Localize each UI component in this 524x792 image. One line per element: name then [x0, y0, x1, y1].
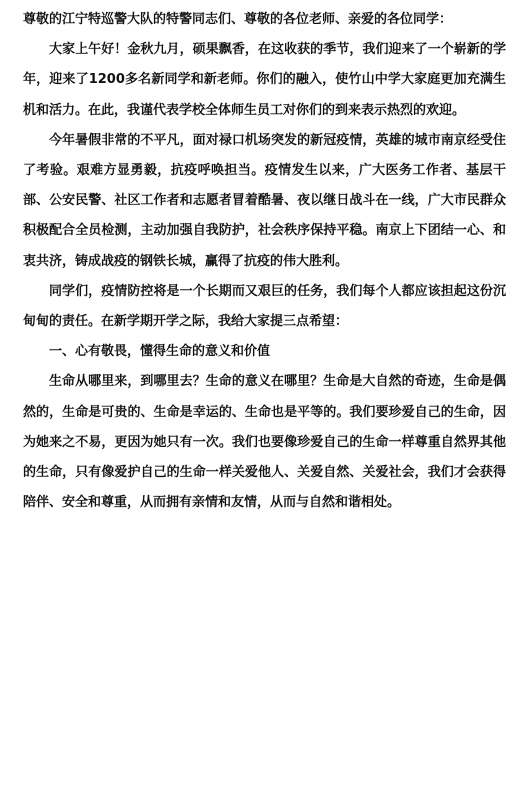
epidemic-paragraph: 今年暑假非常的不平凡，面对禄口机场突发的新冠疫情，英雄的城市南京经受住了考验。艰难方显勇毅，抗疫呼唤担当。疫情发生以来，广大医务工作者、基层干部、公安民警、社区工作者和志愿者冒着酷暑、夜以继日战斗在一线，广大市民群众积极配合全员检测，主动加强自我防护，社会秩序保持平稳。南京上下团结一心、和衷共济，铸成战疫的钢铁长城，赢得了抗疫的伟大胜利。 — [23, 132, 506, 269]
life-meaning-paragraph: 生命从哪里来，到哪里去？生命的意义在哪里？生命是大自然的奇迹，生命是偶然的，生命是可贵的、生命是幸运的、生命也是平等的。我们要珍爱自己的生命，因为她来之不易，更因为她只有一次。我们也要像珍爱自己的生命一样尊重自然界其他的生命，只有像爱护自己的生命一样关爱他人、关爱自然、关爱社会，我们才会获得陪伴、安全和尊重，从而拥有亲情和友情，从而与自然和谐相处。 — [23, 374, 506, 511]
hopes-intro-paragraph: 同学们，疫情防控将是一个长期而又艰巨的任务，我们每个人都应该担起这份沉甸甸的责任。在新学期开学之际，我给大家提三点希望： — [23, 283, 506, 330]
salutation-paragraph: 尊敬的江宁特巡警大队的特警同志们、尊敬的各位老师、亲爱的各位同学： — [23, 12, 453, 27]
section-heading-1: 一、心有敬畏，懂得生命的意义和价值 — [49, 344, 271, 360]
greeting-paragraph: 大家上午好！金秋九月，硕果飘香，在这收获的季节，我们迎来了一个崭新的学年，迎来了1200多名新同学和新老师。你们的融入，使竹山中学大家庭更加充满生机和活力。在此，我谨代表学校全体师生员工对你们的到来表示热烈的欢迎。 — [23, 42, 506, 118]
